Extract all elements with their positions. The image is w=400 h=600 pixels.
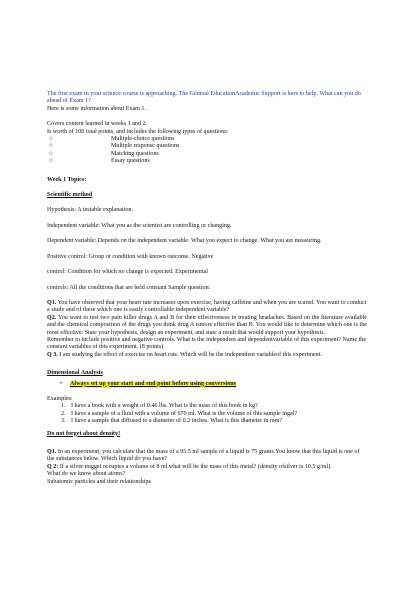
density-note: Do not forget about density! [47, 430, 121, 437]
circle-bullet-icon: ○ [49, 150, 53, 157]
controls-definition: controls: All the conditions that are held constant Sample question: [47, 284, 211, 291]
circle-bullet-icon: ○ [49, 143, 53, 150]
atoms-question: What do we know about atoms? [47, 471, 126, 478]
list-item: ○ Essay questions [49, 158, 150, 165]
question-1: Q1. You have observed that your heart rate increases upon exercise, having caffeine and when you are scared. You want to conduct a study and of these which one is easily controllable independent variable? [47, 299, 367, 314]
circle-bullet-icon: ○ [49, 158, 53, 165]
examples-list [47, 403, 367, 425]
highlighted-text: Always set up your start and end point before using conversions [70, 380, 237, 387]
density-question-2: Q 2: If a silver nugget occupies a volume of 8 ml what will be the mass of this metal? (density ofsilver is 10.5 g/ml). [47, 463, 332, 470]
covers-points: Is worth of 100 total points, and includes the following types of questions: [47, 128, 229, 135]
highlight-tip [47, 381, 367, 388]
dependent-variable-definition: Dependent variable: Depends on the independent variable. What you expect to change. What you are measuring. [47, 238, 322, 245]
intro-exam-info: Here is some information about Exam 1. [47, 105, 146, 112]
question-2-extra: Remember to include positive and negative controls. What is the independent and dependentvariable of this experiment? Name the constant variables of this experiment. (8 points) [47, 336, 367, 351]
list-item: 1. I have a book with a weight of 0.46 lbs. What is the mass of this book in kg? [61, 403, 258, 410]
dimensional-analysis-heading: Dimensional Analysis [47, 370, 103, 377]
list-item: ○ Multiple-choice questions [49, 136, 175, 143]
circle-bullet-icon: ○ [49, 136, 53, 143]
examples-label: Examples: [47, 395, 73, 402]
question-3: Q 3. I am studying the effect of exercise on heart rate. Which will be the independent variableof this experiment. [47, 351, 322, 358]
scientific-method-heading: Scientific method [47, 192, 93, 199]
list-item: ○ Matching questions [49, 150, 159, 157]
document-body [47, 91, 367, 486]
question-types-list [47, 136, 367, 166]
subatomic-line: Subatomic particles and their relationships [47, 478, 151, 485]
week1-heading: Week 1 Topics: [47, 176, 87, 183]
covers-weeks: Covers content learned in weeks 1 and 2. [47, 121, 148, 128]
intro-paragraph: The first exam in your science course is approaching. The General EducationAcademic Support is here to help. What can you do ahead of Exam 1? [47, 91, 361, 105]
question-2: Q2. You want to test two pain killer drugs A and B for their effectiveness in treating headaches. Based on the literature available and the chemical composition of the drugs you think drug A ismore effective than B. You would like to determine which one is the most effective. State your hypothesis, design an experiment, and state a result that would support your hypothesis. [47, 314, 367, 336]
hypothesis-definition: Hypothesis: A testable explanation. [47, 207, 133, 214]
independent-variable-definition: Independent variable: What you as the scientist are controlling or changing. [47, 222, 232, 229]
list-item: 2. I have a sample of a fluid with a volume of 670 ml. What is the volume of this sample ingal? [61, 410, 298, 417]
density-question-1: Q1. In an experiment, you calculate that the mass of a 95.5 ml sample of a liquid is 75 grams.You know that this liquid is one of the substances below. Which liquid do you have? [47, 449, 360, 463]
bullet-icon: • [60, 381, 63, 388]
list-item: 3. I have a sample that diffused to a diameter of 0.2 inches. What is this diameter in mm? [61, 418, 283, 425]
control-definition: control: Condition for which no change is expected. Experimental [47, 269, 208, 276]
positive-control-definition: Positive control: Group or condition with known outcome. Negative [47, 253, 214, 260]
list-item: ○ Multiple response questions [49, 143, 180, 150]
